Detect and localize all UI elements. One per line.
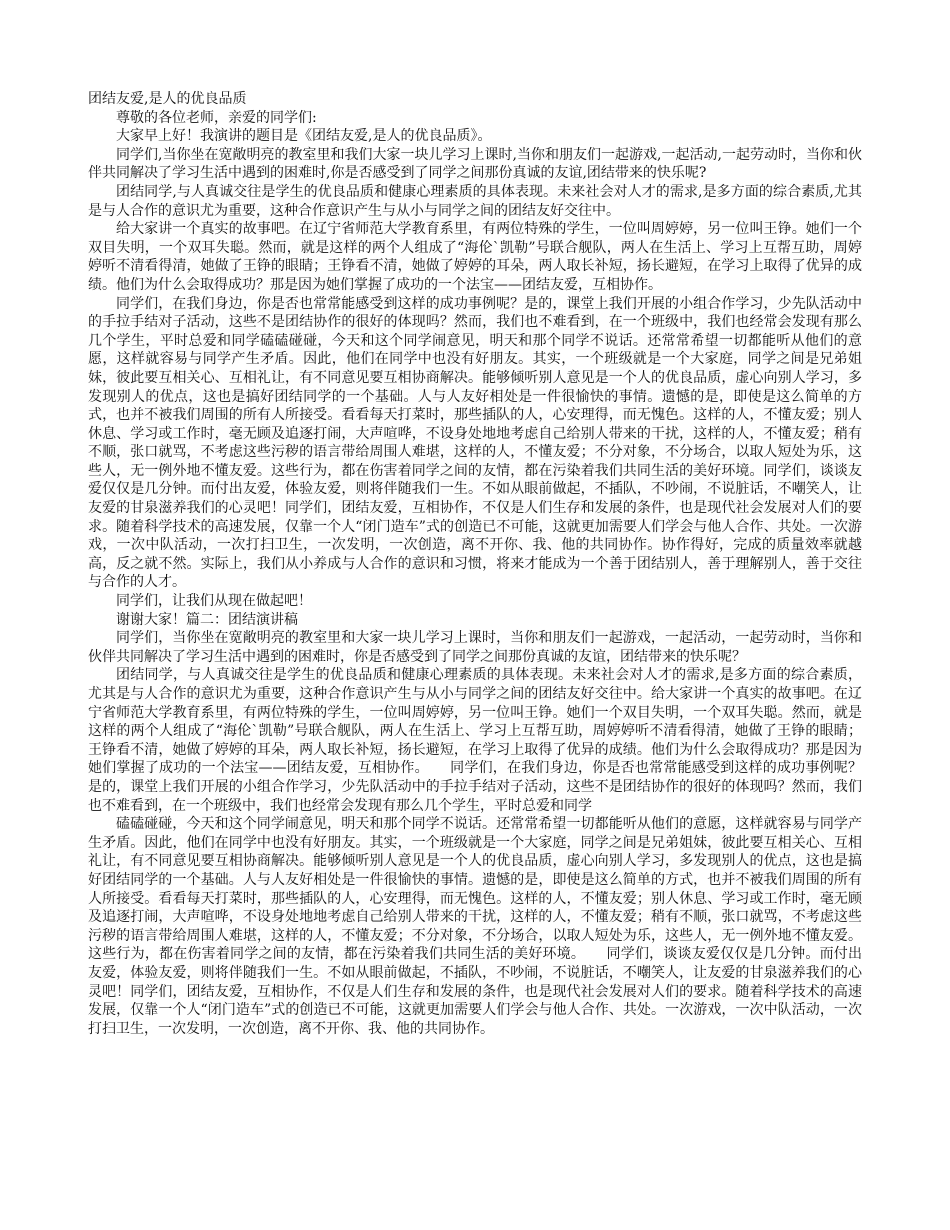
paragraph: 同学们，让我们从现在做起吧！ <box>116 593 312 610</box>
paragraph: 给大家讲一个真实的故事吧。在辽宁省师范大学教育系里，有两位特殊的学生，一位叫周婷婷，另一位叫王铮。她们一个双目失明，一个双耳失聪。然而，就是这样的两个人组成了“海伦`凯勒”号联合舰队，两人在生活上、学习上互帮互助，周婷婷听不清看得清，她做了王铮的眼睛；王铮看不清，她做了婷婷的耳朵，两人取长补短，扬长避短，在学习上取得了优异的成绩。他们为什么会取得成功？那是因为她们掌握了成功的一个法宝——团结友爱，互相协作。 <box>88 221 862 293</box>
document-title: 团结友爱,是人的优良品质 <box>88 91 247 107</box>
paragraph-section-heading: 谢谢大家！篇二：团结演讲稿 <box>116 611 298 628</box>
paragraph-salutation: 尊敬的各位老师，亲爱的同学们: <box>116 109 317 126</box>
paragraph: 同学们，当你坐在宽敞明亮的教室里和大家一块儿学习上课时，当你和朋友们一起游戏，一起活动，一起劳动时，当你和伙伴共同解决了学习生活中遇到的困难时，你是否感受到了同学之间那份真诚的友谊，团结带来的快乐呢？ <box>88 630 862 665</box>
document-body <box>88 90 862 1038</box>
paragraph: 团结同学，与人真诚交往是学生的优良品质和健康心理素质的具体表现。未来社会对人才的需求,是多方面的综合素质，尤其是与人合作的意识尤为重要，这种合作意识产生与从小与同学之间的团结友好交往中。给大家讲一个真实的故事吧。在辽宁省师范大学教育系里，有两位特殊的学生，一位叫周婷婷，另一位叫王铮。她们一个双目失明，一个双耳失聪。然而，就是这样的两个人组成了“海伦`凯勒”号联合舰队，两人在生活上、学习上互帮互助，周婷婷听不清看得清，她做了王铮的眼睛；王铮看不清，她做了婷婷的耳朵，两人取长补短，扬长避短，在学习上取得了优异的成绩。他们为什么会取得成功？那是因为她们掌握了成功的一个法宝——团结友爱，互相协作。 同学们，在我们身边，你是否也常常能感受到这样的成功事例呢？是的，课堂上我们开展的小组合作学习，少先队活动中的手拉手结对子活动，这些不是团结协作的很好的体现吗？然而，我们也不难看到，在一个班级中，我们也经常会发现有那么几个学生，平时总爱和同学 <box>88 667 862 814</box>
paragraph: 同学们，在我们身边，你是否也常常能感受到这样的成功事例呢？是的，课堂上我们开展的小组合作学习，少先队活动中的手拉手结对子活动，这些不是团结协作的很好的体现吗？然而，我们也不难看到，在一个班级中，我们也经常会发现有那么几个学生，平时总爱和同学磕磕碰碰，今天和这个同学闹意见，明天和那个同学不说话。还常常希望一切都能听从他们的意愿，这样就容易与同学产生矛盾。因此，他们在同学中也没有好朋友。其实，一个班级就是一个大家庭，同学之间是兄弟姐妹，彼此要互相关心、互相礼让，有不同意见要互相协商解决。能够倾听别人意见是一个人的优良品质，虚心向别人学习，多发现别人的优点，这也是搞好团结同学的一个基础。人与人友好相处是一件很愉快的事情。遗憾的是，即使是这么简单的方式，也并不被我们周围的所有人所接受。看看每天打菜时，那些插队的人，心安理得，而无愧色。这样的人，不懂友爱；别人休息、学习或工作时，毫无顾及追逐打闹，大声喧哗，不设身处地地考虑自己给别人带来的干扰，这样的人，不懂友爱；稍有不顺，张口就骂，不考虑这些污秽的语言带给周围人难堪，这样的人，不懂友爱；不分对象，不分场合，以取人短处为乐，这些人，无一例外地不懂友爱。这些行为，都在伤害着同学之间的友情，都在污染着我们共同生活的美好环境。同学们，谈谈友爱仅仅是几分钟。而付出友爱，体验友爱，则将伴随我们一生。不如从眼前做起，不插队，不吵闹，不说脏话，不嘲笑人，让友爱的甘泉滋养我们的心灵吧！同学们，团结友爱，互相协作，不仅是人们生存和发展的条件，也是现代社会发展对人们的要求。随着科学技术的高速发展，仅靠一个人“闭门造车”式的创造已不可能，这就更加需要人们学会与他人合作、共处。一次游戏，一次中队活动，一次打扫卫生，一次发明，一次创造，离不开你、我、他的共同协作。协作得好，完成的质量效率就越高，反之就不然。实际上，我们从小养成与人合作的意识和习惯，将来才能成为一个善于团结别人，善于理解别人，善于交往与合作的人才。 <box>88 295 862 591</box>
paragraph: 团结同学,与人真诚交往是学生的优良品质和健康心理素质的具体表现。未来社会对人才的需求,是多方面的综合素质,尤其是与人合作的意识尤为重要，这种合作意识产生与从小与同学之间的团结友好交往中。 <box>88 183 862 219</box>
paragraph: 同学们,当你坐在宽敞明亮的教室里和我们大家一块儿学习上课时,当你和朋友们一起游戏,一起活动,一起劳动时，当你和伙伴共同解决了学习生活中遇到的困难时,你是否感受到了同学之间那份真诚的友谊,团结带来的快乐呢? <box>88 146 862 182</box>
paragraph-greeting: 大家早上好！我演讲的题目是《团结友爱,是人的优良品质》。 <box>116 128 492 145</box>
paragraph: 磕磕碰碰，今天和这个同学闹意见，明天和那个同学不说话。还常常希望一切都能听从他们的意愿，这样就容易与同学产生矛盾。因此，他们在同学中也没有好朋友。其实，一个班级就是一个大家庭，同学之间是兄弟姐妹，彼此要互相关心、互相礼让，有不同意见要互相协商解决。能够倾听别人意见是一个人的优良品质，虚心向别人学习，多发现别人的优点，这也是搞好团结同学的一个基础。人与人友好相处是一件很愉快的事情。遗憾的是，即使是这么简单的方式，也并不被我们周围的所有人所接受。看看每天打菜时，那些插队的人，心安理得，而无愧色。这样的人，不懂友爱；别人休息、学习或工作时，毫无顾及追逐打闹，大声喧哗，不设身处地地考虑自己给别人带来的干扰，这样的人，不懂友爱；稍有不顺，张口就骂，不考虑这些污秽的语言带给周围人难堪，这样的人，不懂友爱；不分对象，不分场合，以取人短处为乐，这些人，无一例外地不懂友爱。这些行为，都在伤害着同学之间的友情，都在污染着我们共同生活的美好环境。 同学们，谈谈友爱仅仅是几分钟。而付出友爱，体验友爱，则将伴随我们一生。不如从眼前做起，不插队，不吵闹，不说脏话，不嘲笑人，让友爱的甘泉滋养我们的心灵吧！同学们，团结友爱，互相协作，不仅是人们生存和发展的条件，也是现代社会发展对人们的要求。随着科学技术的高速发展，仅靠一个人“闭门造车”式的创造已不可能，这就更加需要人们学会与他人合作、共处。一次游戏，一次中队活动，一次打扫卫生，一次发明，一次创造，离不开你、我、他的共同协作。 <box>88 816 862 1037</box>
